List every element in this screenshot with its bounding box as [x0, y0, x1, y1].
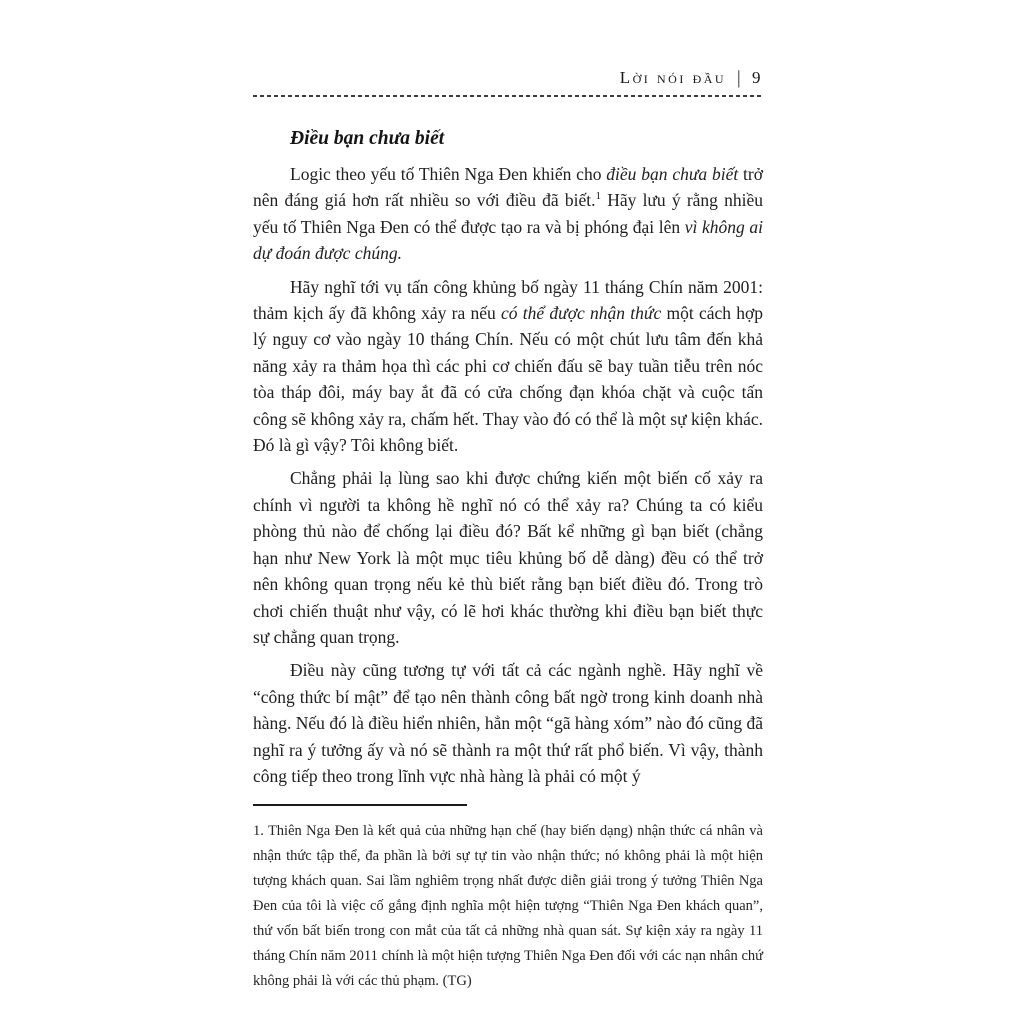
paragraph — [253, 465, 763, 650]
body-text: Hãy nghĩ tới vụ tấn công khủng bố ngày 11 tháng Chín năm 2001: thảm kịch ấy đã không xảy ra nếu — [253, 276, 763, 324]
page-number: 9 — [752, 68, 763, 87]
section-heading: Điều bạn chưa biết — [290, 128, 445, 149]
paragraphs — [253, 161, 763, 789]
paragraph — [253, 161, 763, 267]
emphasized-text: có thể được nhận thức — [501, 303, 662, 324]
footnote-text: 1. Thiên Nga Đen là kết quả của những hạn chế (hay biến dạng) nhận thức cá nhân và nhận thức tập thể, đa phần là bởi sự tự tin vào nhận thức; nó không phải là một hiện tượng khách quan. Sai lầm nghiêm trọng nhất được diễn giải trong ý tưởng Thiên Nga Đen của tôi là việc cố gắng định nghĩa một hiện tượng “Thiên Nga Đen khách quan”, thứ vốn bất biến trong con mắt của tất cả những nhà quan sát. Sự kiện xảy ra ngày 11 tháng Chín năm 2011 chính là một hiện tượng Thiên Nga Đen đối với các nạn nhân chứ không phải là với các thủ phạm. (TG) — [253, 823, 763, 990]
header-rule — [253, 95, 763, 97]
paragraph — [253, 657, 763, 789]
body-text: Điều này cũng tương tự với tất cả các ngành nghề. Hãy nghĩ về “công thức bí mật” để tạo nên thành công bất ngờ trong kinh doanh nhà hàng. Nếu đó là điều hiển nhiên, hẳn một “gã hàng xóm” nào đó cũng đã nghĩ ra ý tưởng ấy và nó sẽ thành ra một thứ rất phổ biến. Vì vậy, thành công tiếp theo trong lĩnh vực nhà hàng là phải có một ý — [253, 660, 763, 786]
emphasized-text: vì không ai dự đoán được chúng. — [253, 216, 763, 264]
running-header — [253, 68, 763, 88]
page-header — [253, 68, 763, 97]
footnote-reference: 1 — [595, 190, 601, 203]
body-text: một cách hợp lý nguy cơ vào ngày 10 tháng Chín. Nếu có một chút lưu tâm đến khả năng xảy ra thảm họa thì các phi cơ chiến đấu sẽ bay tuần tiễu trên nóc tòa tháp đôi, máy bay ắt đã có cửa chống đạn khóa chặt và cuộc tấn công sẽ không xảy ra, chấm hết. Thay vào đó có thể là một sự kiện khác. Đó là gì vậy? Tôi không biết. — [253, 303, 764, 456]
body-text: Chẳng phải lạ lùng sao khi được chứng kiến một biến cố xảy ra chính vì người ta không hề nghĩ nó có thể xảy ra? Chúng ta có kiểu phòng thủ nào để chống lại điều đó? Bất kể những gì bạn biết (chẳng hạn như New York là một mục tiêu khủng bố dễ dàng) đều có thể trở nên không quan trọng nếu kẻ thù biết rằng bạn biết điều đó. Trong trò chơi chiến thuật như vậy, có lẽ hơi khác thường khi điều bạn biết thực sự chẳng quan trọng. — [253, 468, 763, 647]
header-divider: | — [737, 67, 743, 88]
page-content — [253, 68, 763, 994]
footnote-rule — [253, 804, 467, 806]
emphasized-text: điều bạn chưa biết — [606, 164, 739, 184]
body-text: Hãy lưu ý rằng nhiều yếu tố Thiên Nga Đen có thể được tạo ra và bị phóng đại lên — [253, 190, 763, 237]
chapter-title: Lời nói đầu — [619, 68, 727, 87]
paragraph — [253, 274, 763, 459]
body-text: trở nên đáng giá hơn rất nhiều so với điều đã biết. — [253, 164, 763, 211]
page-body — [253, 128, 763, 789]
body-text: Logic theo yếu tố Thiên Nga Đen khiến cho — [290, 164, 607, 184]
footnote-area — [253, 804, 763, 994]
